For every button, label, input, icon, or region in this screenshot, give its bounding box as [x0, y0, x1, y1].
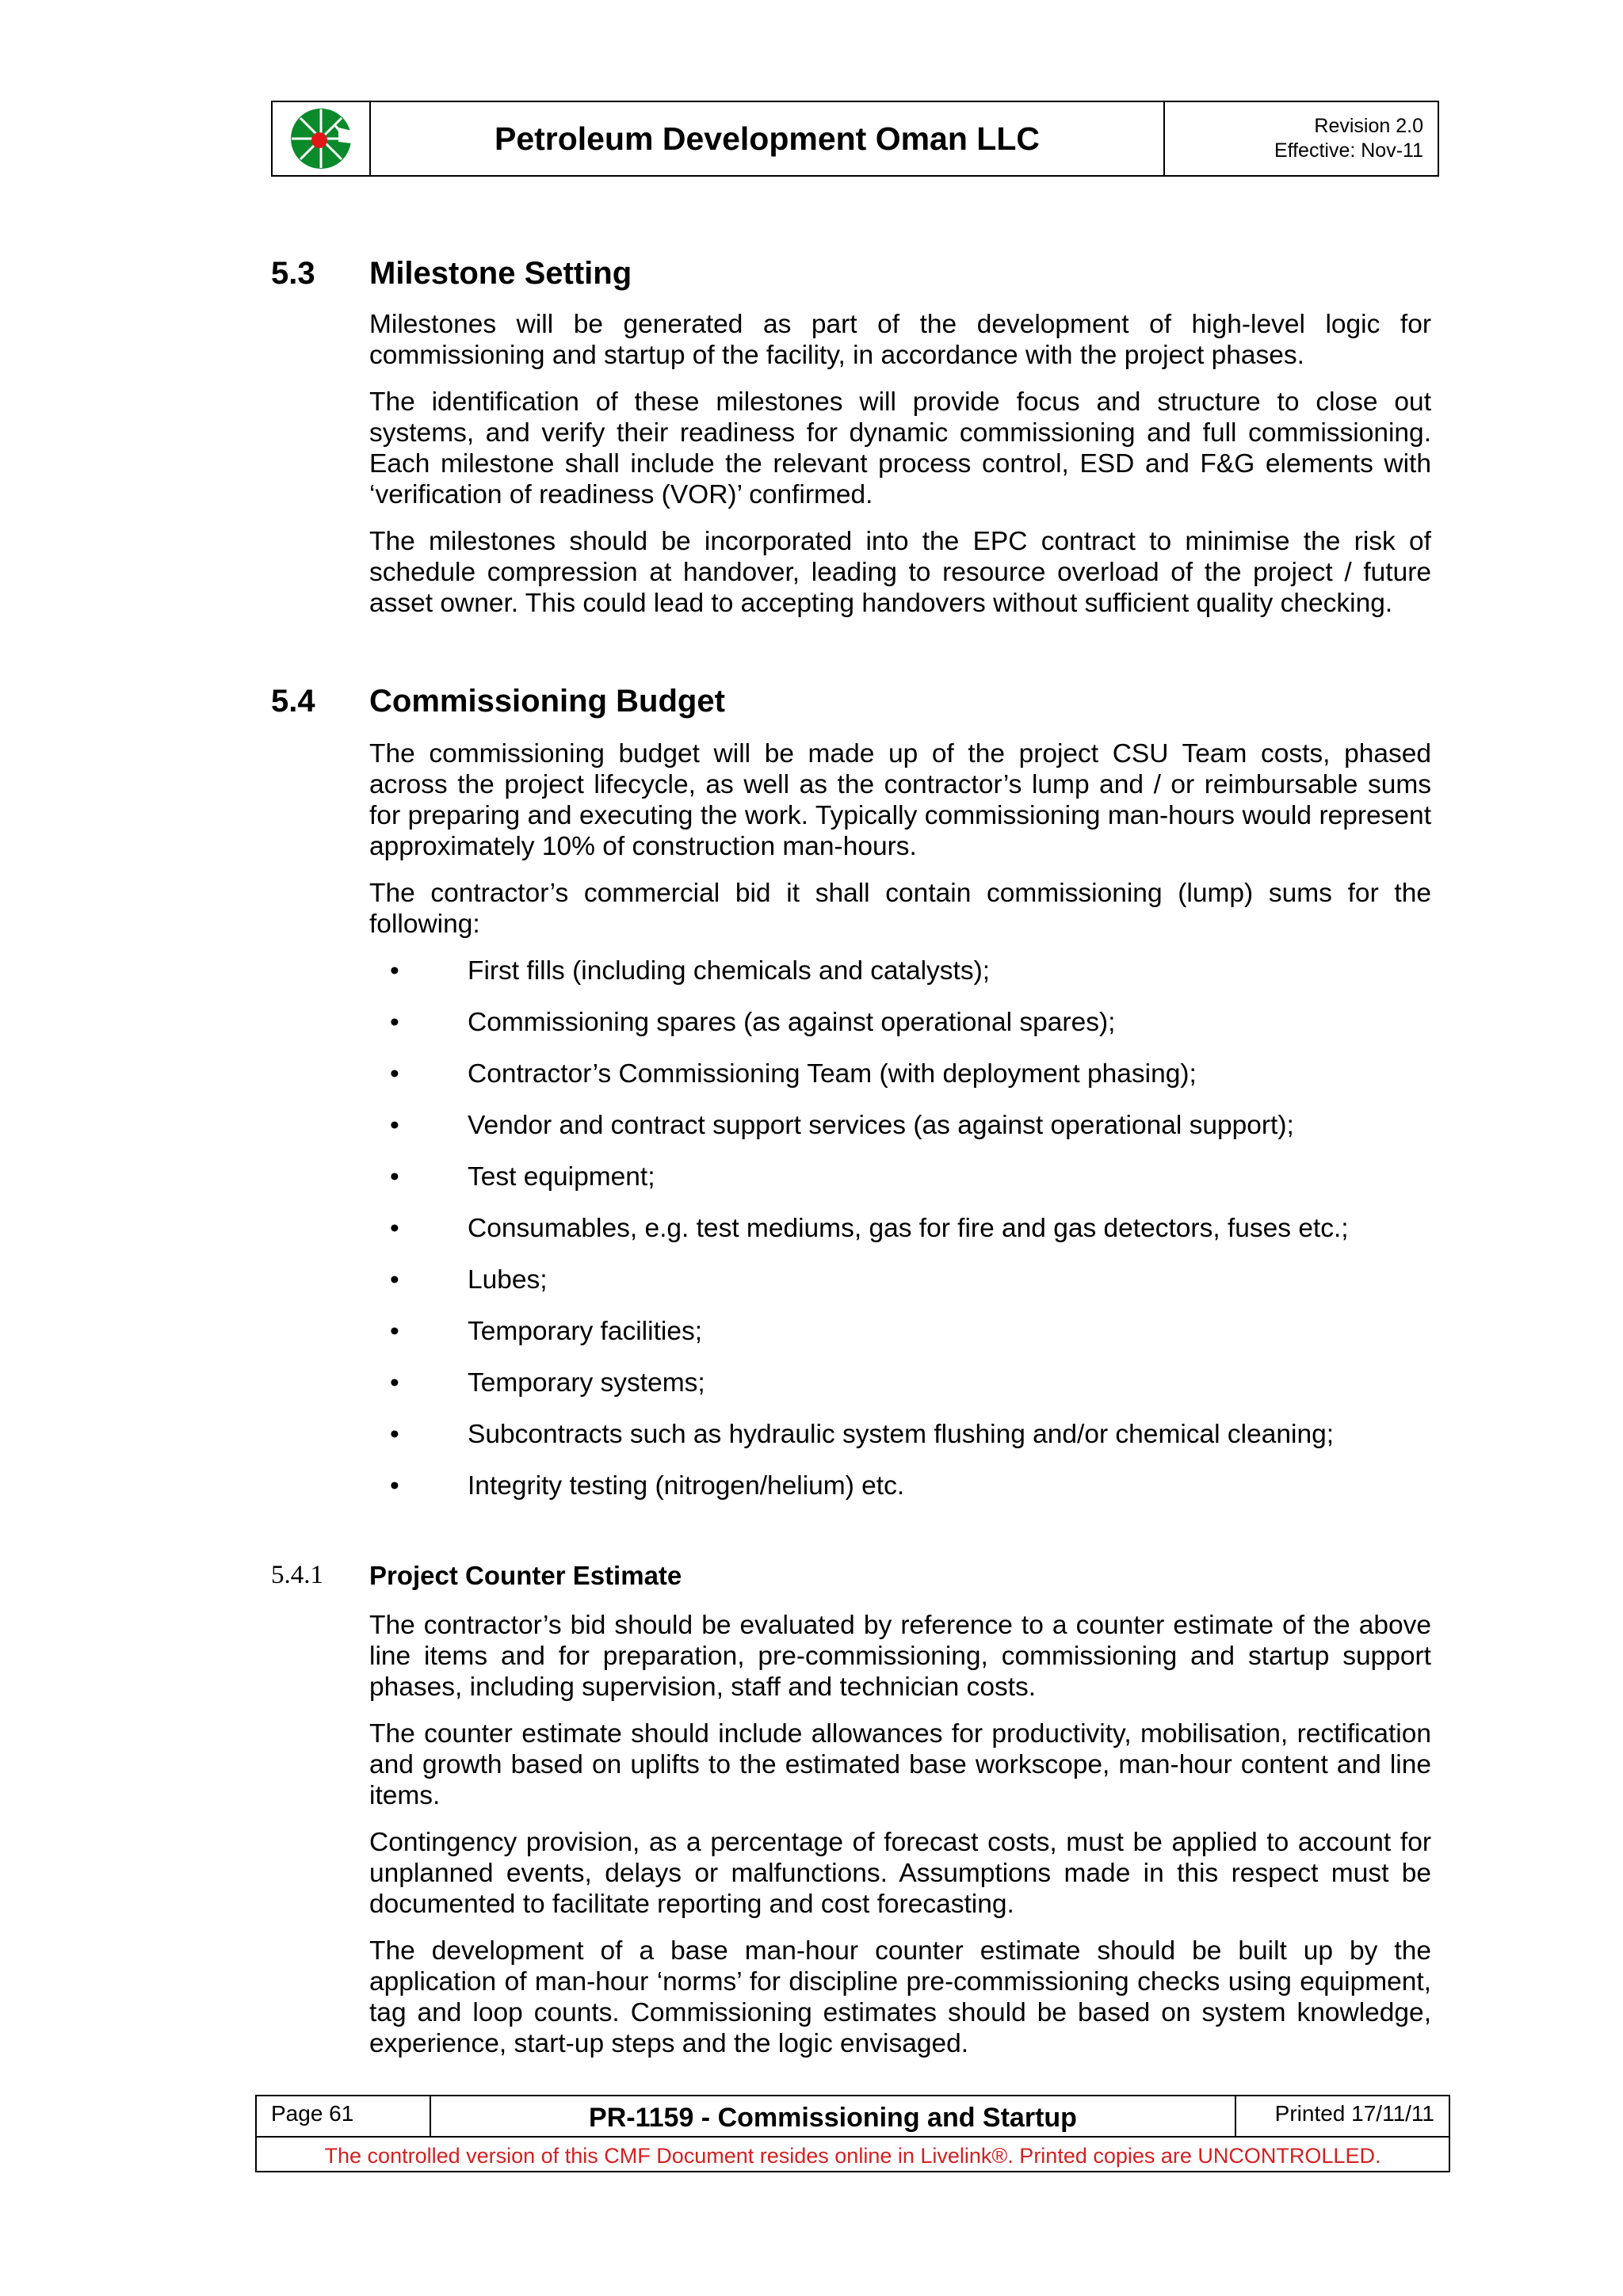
bullet-icon: • [390, 1265, 399, 1295]
paragraph: The contractor’s bid should be evaluated by reference to a counter estimate of the above line items and for preparation, pre-commissioning, commissioning and startup support phases, including supervision, staff and technician costs. [369, 1611, 1431, 1702]
company-name: Petroleum Development Oman LLC [371, 102, 1165, 175]
list-item-text: Lubes; [468, 1265, 548, 1295]
document-title: PR-1159 - Commissioning and Startup [431, 2096, 1236, 2136]
paragraph: The development of a base man-hour counter estimate should be built up by the application of man-hour ‘norms’ for discipline pre-commissioning checks using equipment, tag and loop counts. Commissioning estimates should be based on system knowledge, experience, start-up steps and the logic envisaged. [369, 1936, 1431, 2058]
list-item-text: Consumables, e.g. test mediums, gas for fire and gas detectors, fuses etc.; [468, 1214, 1349, 1243]
paragraph: The counter estimate should include allowances for productivity, mobilisation, rectification and growth based on uplifts to the estimated base workscope, man-hour content and line items. [369, 1719, 1431, 1810]
paragraph: The commissioning budget will be made up of the project CSU Team costs, phased across the project lifecycle, as well as the contractor’s lump and / or reimbursable sums for preparing and executing the work. Typically commissioning man-hours would represent approximately 10% of construction man-hours. [369, 739, 1431, 861]
paragraph: Contingency provision, as a percentage of forecast costs, must be applied to account for unplanned events, delays or malfunctions. Assumptions made in this respect must be documented to facilitate reporting and cost forecasting. [369, 1828, 1431, 1919]
bullet-icon: • [390, 956, 399, 986]
list-item [369, 1316, 1431, 1367]
footer-row [257, 2096, 1449, 2138]
list-item-text: Test equipment; [468, 1162, 655, 1192]
list-item-text: Temporary facilities; [468, 1317, 703, 1346]
bullet-icon: • [390, 1162, 399, 1192]
section-title: Milestone Setting [369, 256, 632, 291]
bullet-icon: • [390, 1471, 399, 1501]
revision-block [1165, 102, 1438, 175]
page-number: Page 61 [257, 2096, 431, 2136]
controlled-copy-notice: The controlled version of this CMF Document resides online in Livelink®. Printed copies are UNCONTROLLED. [324, 2143, 1381, 2168]
list-item [369, 955, 1431, 1007]
paragraph: The milestones should be incorporated into the EPC contract to minimise the risk of schedule compression at handover, leading to resource overload of the project / future asset owner. This could lead to accepting handovers without sufficient quality checking. [369, 527, 1431, 618]
list-item [369, 1110, 1431, 1161]
list-item-text: Commissioning spares (as against operational spares); [468, 1008, 1116, 1037]
effective-date: Effective: Nov-11 [1274, 139, 1423, 162]
revision: Revision 2.0 [1314, 115, 1423, 137]
section-number: 5.4 [271, 684, 315, 719]
bullet-icon: • [390, 1368, 399, 1398]
list-item-text: Contractor’s Commissioning Team (with deployment phasing); [468, 1059, 1197, 1089]
bullet-icon: • [390, 1111, 399, 1140]
list-item [369, 1213, 1431, 1264]
document-header [271, 101, 1439, 177]
list-item-text: Vendor and contract support services (as against operational support); [468, 1111, 1294, 1140]
paragraph: Milestones will be generated as part of the development of high-level logic for commissioning and startup of the facility, in accordance with the project phases. [369, 310, 1431, 370]
list-item-text: Subcontracts such as hydraulic system flushing and/or chemical cleaning; [468, 1420, 1335, 1449]
printed-date: Printed 17/11/11 [1274, 2101, 1434, 2126]
list-item [369, 1007, 1431, 1058]
subsection-title: Project Counter Estimate [369, 1561, 682, 1590]
section-title: Commissioning Budget [369, 684, 725, 719]
bullet-icon: • [390, 1317, 399, 1346]
paragraph: The contractor’s commercial bid it shall contain commissioning (lump) sums for the following: [369, 879, 1431, 939]
list-item [369, 1161, 1431, 1213]
bullet-icon: • [390, 1420, 399, 1449]
list-item-text: First fills (including chemicals and catalysts); [468, 956, 991, 986]
list-item [369, 1058, 1431, 1110]
document-footer [255, 2095, 1450, 2172]
list-item [369, 1264, 1431, 1316]
list-item [369, 1419, 1431, 1470]
paragraph: The identification of these milestones will provide focus and structure to close out systems, and verify their readiness for dynamic commissioning and full commissioning. Each milestone shall include the relevant process control, ESD and F&G elements with ‘verification of readiness (VOR)’ confirmed. [369, 387, 1431, 509]
list-item-text: Temporary systems; [468, 1368, 705, 1398]
subsection-number: 5.4.1 [271, 1561, 323, 1589]
section-number: 5.3 [271, 256, 315, 291]
list-item [369, 1470, 1431, 1522]
bullet-icon: • [390, 1008, 399, 1037]
pdo-logo-icon [289, 107, 353, 170]
logo-cell [273, 102, 371, 175]
bullet-list [369, 955, 1431, 1522]
bullet-icon: • [390, 1059, 399, 1089]
bullet-icon: • [390, 1214, 399, 1243]
list-item [369, 1367, 1431, 1419]
list-item-text: Integrity testing (nitrogen/helium) etc. [468, 1471, 905, 1501]
